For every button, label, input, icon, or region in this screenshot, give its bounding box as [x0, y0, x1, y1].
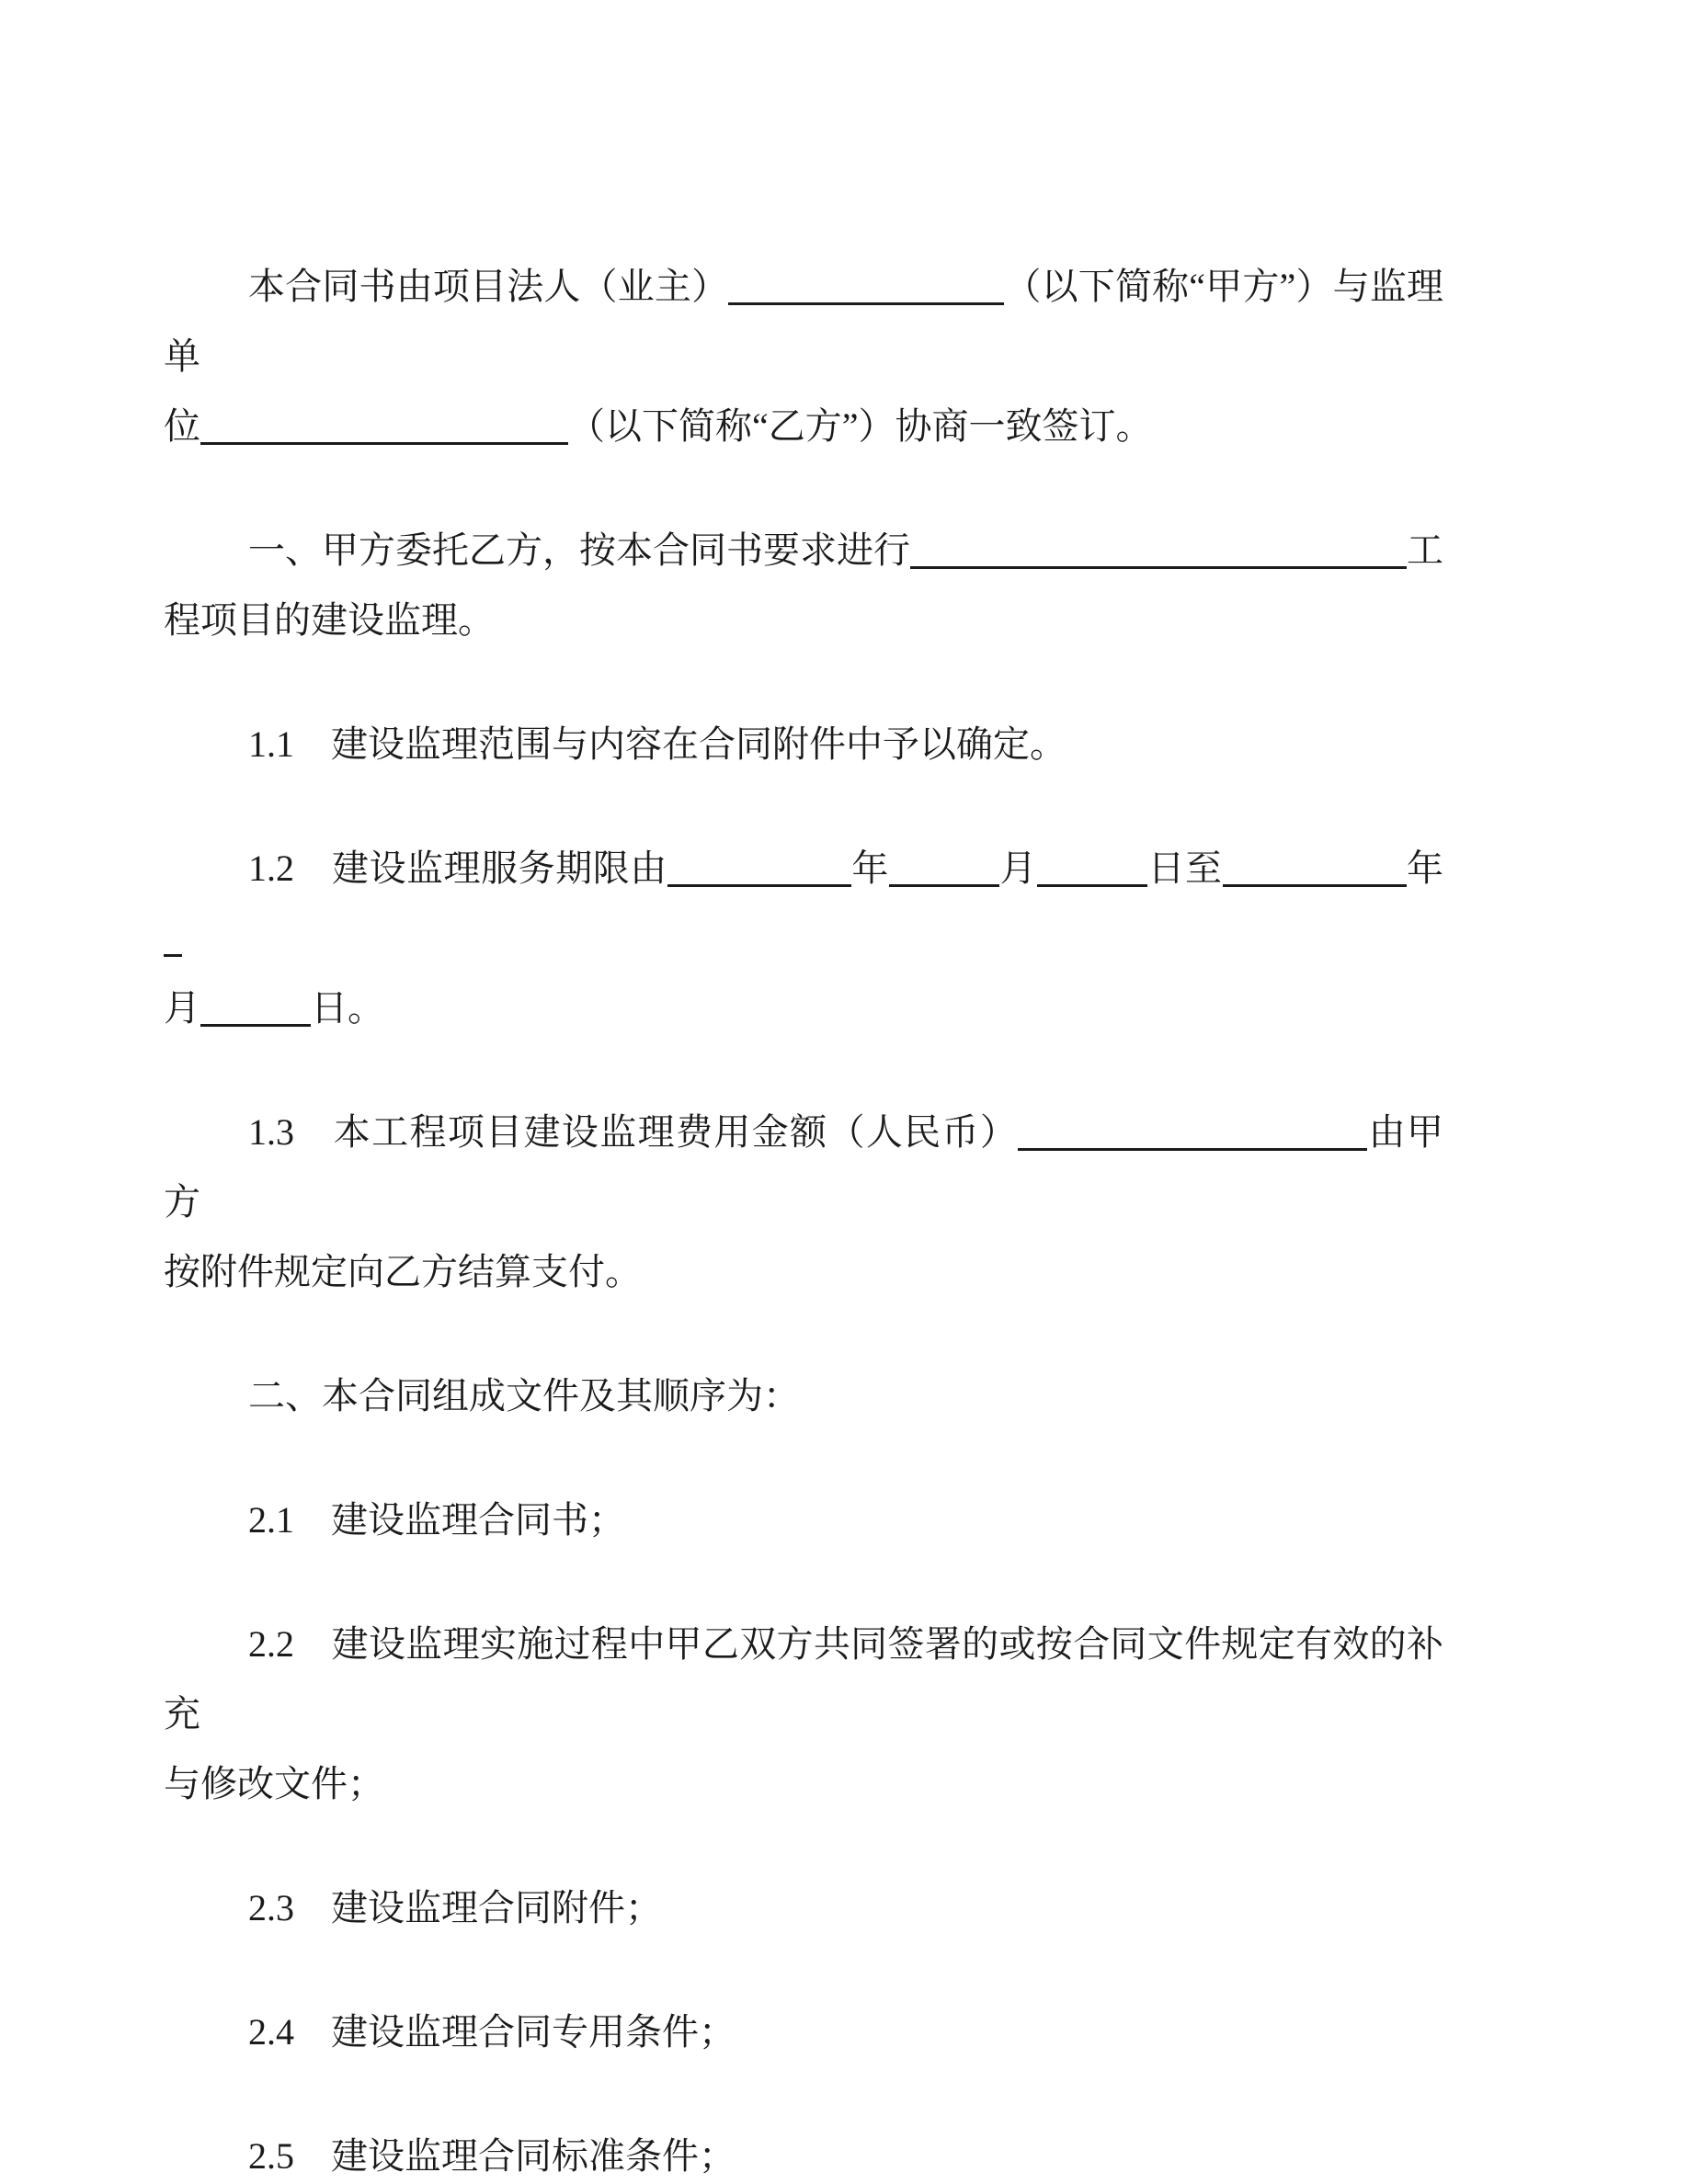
paragraph — [164, 1997, 1443, 2067]
text-line — [164, 1610, 1443, 1749]
text-line — [164, 710, 1443, 779]
text-run: 由甲方 — [164, 1111, 1444, 1223]
text-run: （以下简称“甲方”）与监理单 — [164, 266, 1443, 377]
blank-field — [1037, 853, 1147, 887]
paragraph — [164, 834, 1443, 1043]
text-run: 工 — [1407, 529, 1443, 571]
paragraph — [164, 516, 1443, 655]
text-run: 2.2 建设监理实施过程中甲乙双方共同签署的或按合同文件规定有效的补充 — [164, 1623, 1443, 1735]
blank-field — [667, 853, 851, 887]
blank-field — [889, 853, 999, 887]
blank-field — [200, 993, 311, 1027]
text-line — [164, 1749, 1443, 1819]
blank-field — [1018, 1117, 1367, 1151]
text-run: 2.5 建设监理合同标准条件； — [248, 2135, 736, 2177]
text-run: 程项目的建设监理。 — [164, 599, 495, 641]
text-run: 年 — [1406, 847, 1444, 889]
text-run: 1.2 建设监理服务期限由 — [248, 847, 667, 889]
text-run: 按附件规定向乙方结算支付。 — [164, 1251, 642, 1292]
text-run: 2.3 建设监理合同附件； — [248, 1887, 662, 1928]
text-run: 月 — [998, 847, 1037, 889]
text-run: 与修改文件； — [164, 1763, 384, 1804]
text-line — [164, 1873, 1443, 1943]
text-line — [164, 1098, 1443, 1237]
text-line — [164, 1485, 1443, 1555]
text-run: 1.3 本工程项目建设监理费用金额（人民币） — [248, 1111, 1019, 1153]
text-line — [164, 252, 1443, 392]
text-run: 位 — [164, 405, 200, 447]
text-line — [164, 834, 1443, 973]
text-run: 日。 — [311, 987, 384, 1029]
paragraph — [164, 1610, 1443, 1819]
text-run: 月 — [164, 987, 200, 1029]
text-line — [164, 973, 1443, 1043]
text-run: 日至 — [1146, 847, 1223, 889]
text-run: （以下简称“乙方”）协商一致签订。 — [568, 405, 1153, 447]
text-line — [164, 2121, 1443, 2184]
paragraph — [164, 1361, 1443, 1431]
text-run: 2.4 建设监理合同专用条件； — [248, 2011, 736, 2053]
text-line — [164, 392, 1443, 461]
text-run: 二、本合同组成文件及其顺序为： — [248, 1375, 800, 1416]
paragraph — [164, 1098, 1443, 1307]
paragraph — [164, 252, 1443, 461]
blank-field — [1223, 853, 1407, 887]
text-run: 2.1 建设监理合同书； — [248, 1499, 625, 1541]
text-run: 一、甲方委托乙方，按本合同书要求进行 — [248, 529, 910, 571]
text-run: 本合同书由项目法人（业主） — [248, 266, 729, 307]
document-body — [164, 252, 1443, 2184]
text-line — [164, 586, 1443, 655]
text-run: 1.1 建设监理范围与内容在合同附件中予以确定。 — [248, 723, 1066, 765]
blank-field — [728, 271, 1004, 305]
text-line — [164, 1361, 1443, 1431]
text-run: 年 — [850, 847, 889, 889]
blank-field — [200, 411, 568, 445]
paragraph — [164, 1873, 1443, 1943]
text-line — [164, 1237, 1443, 1307]
blank-field — [164, 923, 182, 957]
text-line — [164, 516, 1443, 586]
paragraph — [164, 2121, 1443, 2184]
text-line — [164, 1997, 1443, 2067]
paragraph — [164, 1485, 1443, 1555]
paragraph — [164, 710, 1443, 779]
blank-field — [910, 535, 1407, 569]
